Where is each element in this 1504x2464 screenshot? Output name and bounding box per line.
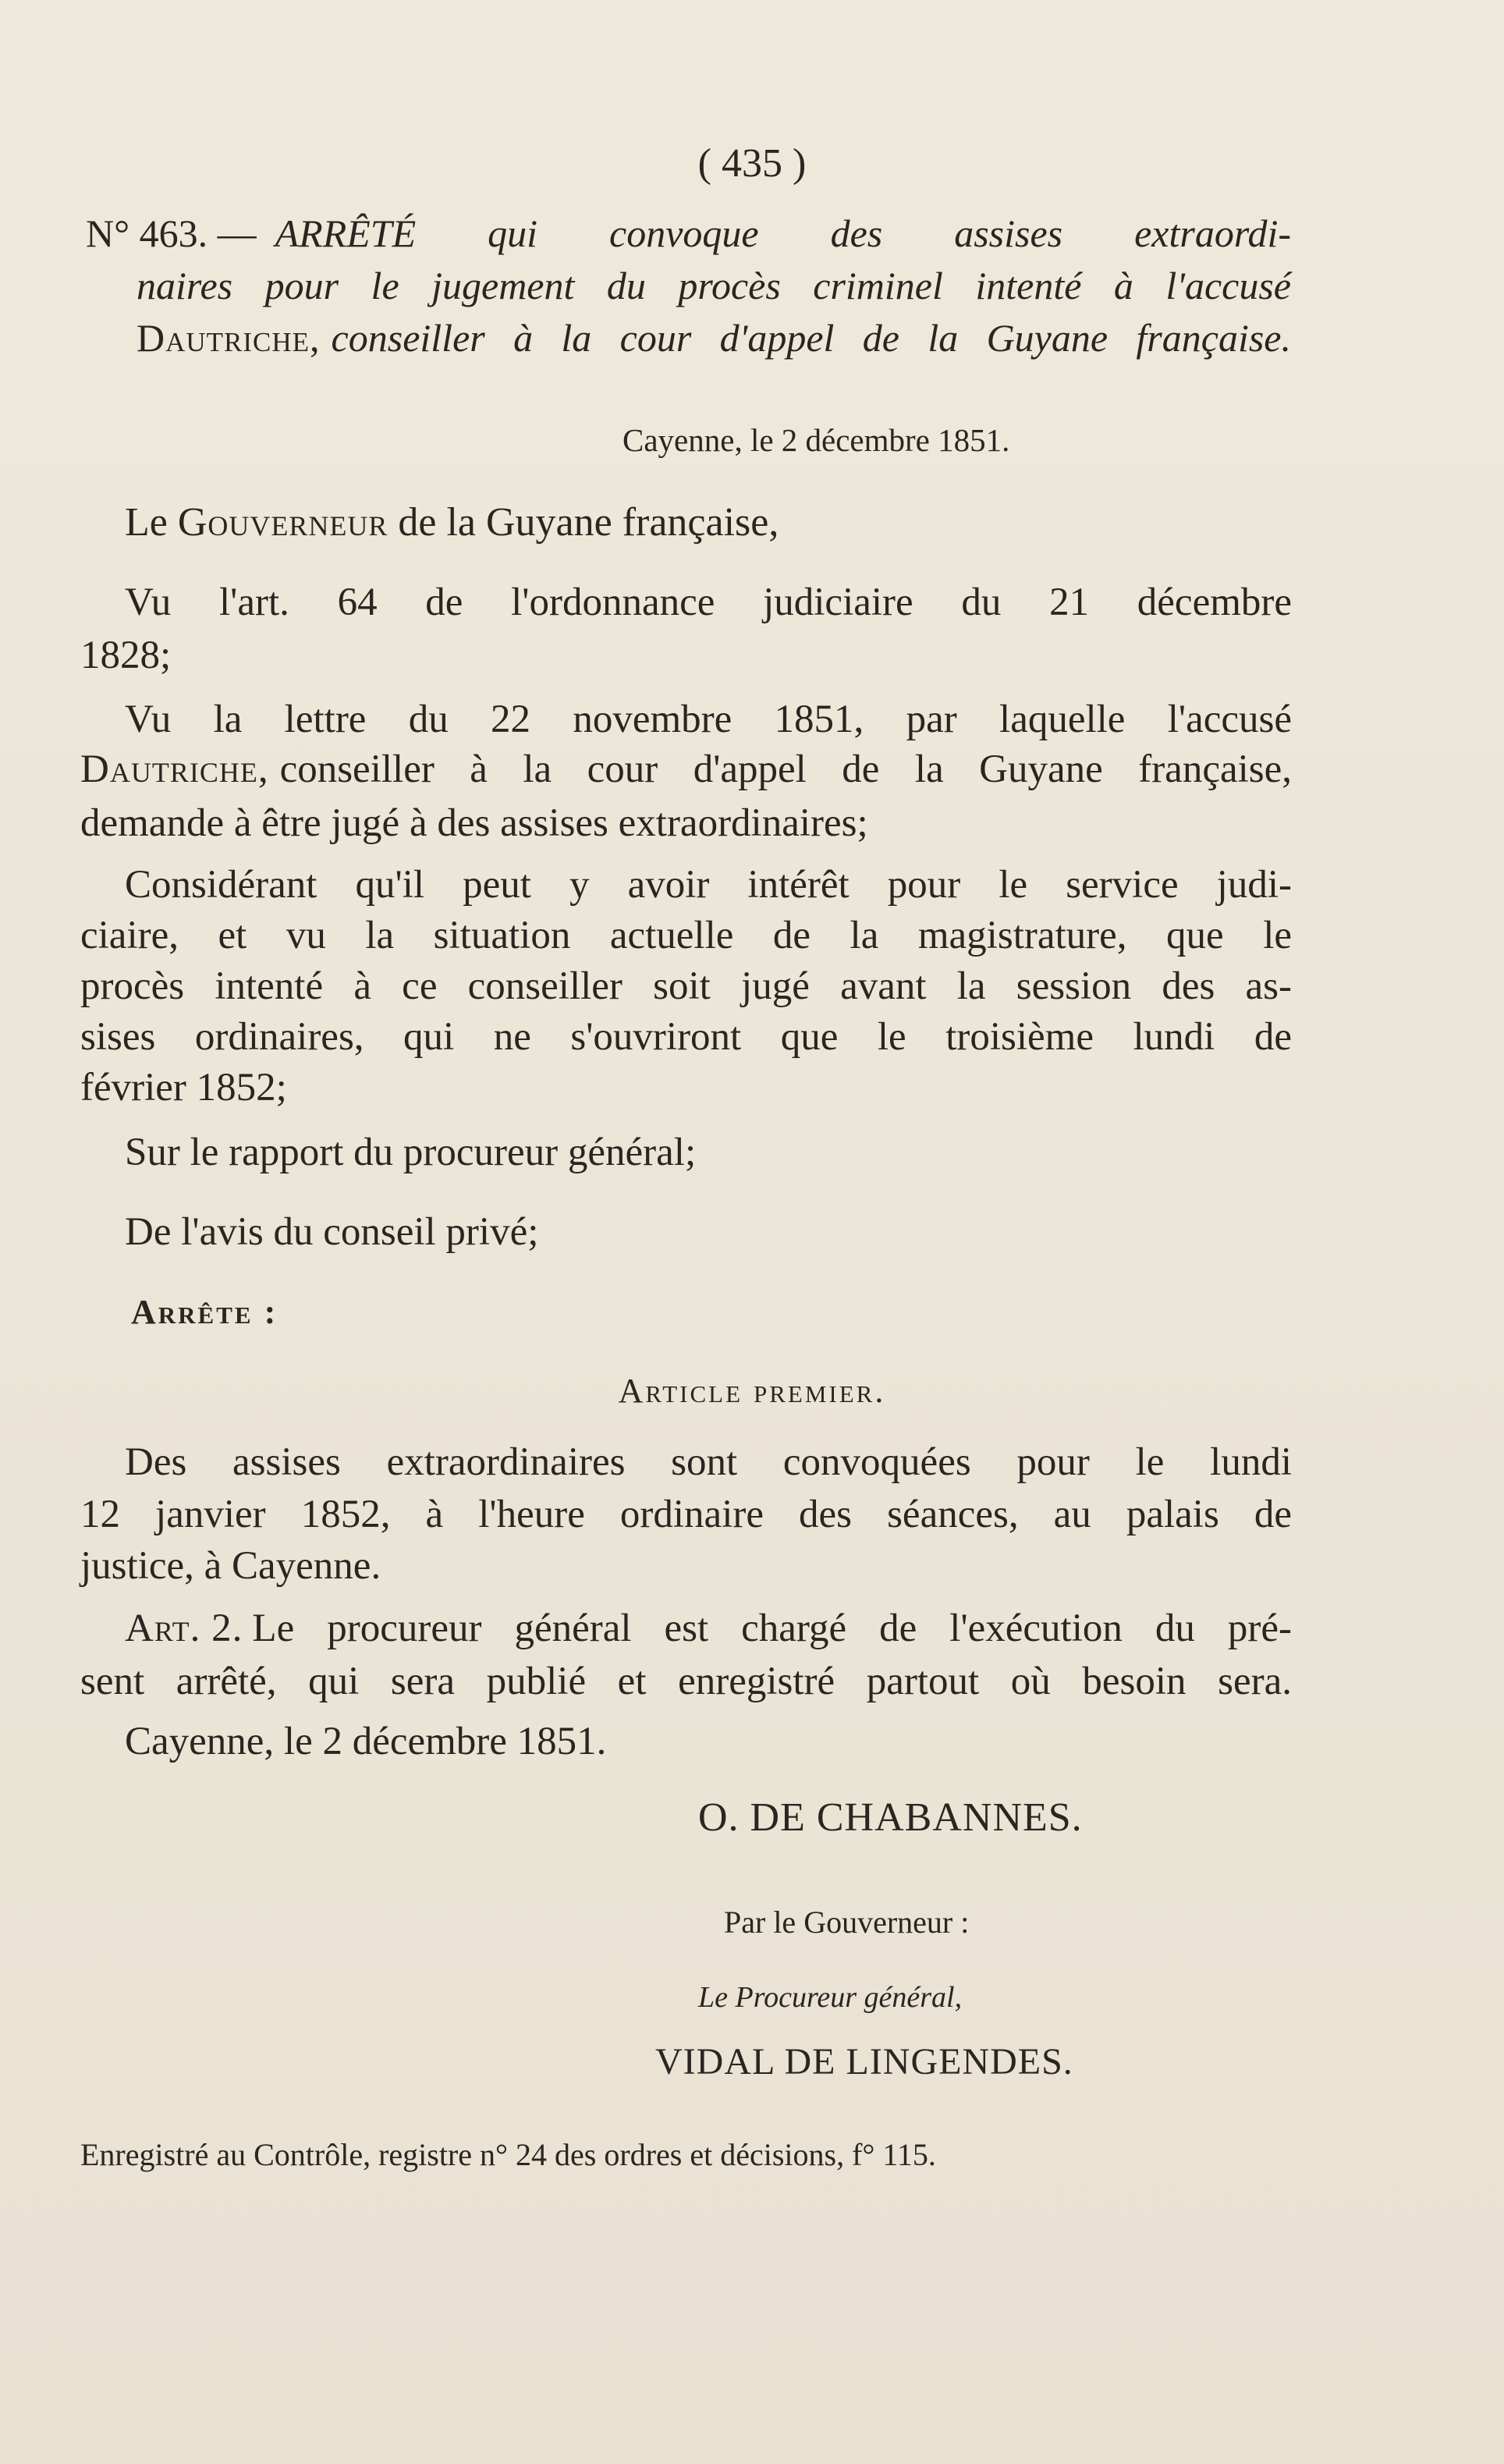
accused-title: conseiller à la cour d'appel de la Guyane française. [331, 316, 1291, 360]
para1-line-2: 1828; [80, 634, 172, 677]
signature-governor: O. DE CHABANNES. [698, 1795, 1083, 1840]
para2-line-2 [80, 747, 1292, 792]
accused-name: Dautriche, [137, 316, 321, 360]
decree-title-text: ARRÊTÉ qui convoque des assises extraordi- [275, 211, 1291, 255]
decree-title-line-1 [86, 211, 1291, 256]
gouverneur-name: Gouverneur [177, 500, 388, 545]
decree-number: N° 463. — [86, 211, 257, 255]
para2-line-2-text: conseiller à la cour d'appel de la Guyane française, [279, 747, 1292, 791]
gouverneur-line [125, 499, 779, 545]
decree-title-line-2: naires pour le jugement du procès criminel intenté à l'accusé [137, 264, 1291, 307]
para1-line-1: Vu l'art. 64 de l'ordonnance judiciaire du 21 décembre [125, 580, 1292, 624]
para3-line-2: ciaire, et vu la situation actuelle de la magistrature, que le [80, 914, 1292, 957]
para5: De l'avis du conseil privé; [125, 1210, 539, 1254]
para3-line-3: procès intenté à ce conseiller soit jugé avant la session des as- [80, 964, 1292, 1008]
para2-line-3: demande à être jugé à des assises extraordinaires; [80, 801, 868, 845]
article1-line-1: Des assises extraordinaires sont convoquées pour le lundi [125, 1440, 1292, 1484]
par-le-gouverneur: Par le Gouverneur : [724, 1905, 970, 1940]
registration-note: Enregistré au Contrôle, registre n° 24 des ordres et décisions, f° 115. [80, 2137, 936, 2172]
art2-line-1-text: Le procureur général est chargé de l'exécution du pré- [252, 1607, 1292, 1650]
dateline: Cayenne, le 2 décembre 1851. [623, 422, 1010, 458]
para3-line-5: février 1852; [80, 1066, 287, 1110]
art2-line-1 [125, 1606, 1292, 1651]
article1-line-2: 12 janvier 1852, à l'heure ordinaire des séances, au palais de [80, 1493, 1292, 1536]
para2-line-1: Vu la lettre du 22 novembre 1851, par laquelle l'accusé [125, 698, 1292, 741]
art2-label: Art. 2. [125, 1607, 243, 1650]
para3-line-4: sises ordinaires, qui ne s'ouvriront que le troisième lundi de [80, 1015, 1292, 1059]
page-number: ( 435 ) [697, 141, 807, 186]
para3-line-1: Considérant qu'il peut y avoir intérêt pour le service judi- [125, 863, 1292, 907]
article1-line-3: justice, à Cayenne. [80, 1544, 381, 1588]
para2-accused-name: Dautriche, [80, 747, 269, 791]
gouverneur-post: de la Guyane française, [398, 500, 779, 545]
procureur-title: Le Procureur général, [698, 1981, 963, 2014]
article-heading: Article premier. [618, 1372, 886, 1410]
decree-title-line-3 [137, 315, 1291, 360]
gouverneur-pre: Le [125, 500, 168, 545]
arrete-label: Arrête : [131, 1293, 278, 1331]
closing-date: Cayenne, le 2 décembre 1851. [125, 1720, 607, 1763]
art2-line-2: sent arrêté, qui sera publié et enregistré partout où besoin sera. [80, 1660, 1292, 1703]
signature-procureur: VIDAL DE LINGENDES. [655, 2041, 1073, 2082]
para4: Sur le rapport du procureur général; [125, 1131, 697, 1174]
